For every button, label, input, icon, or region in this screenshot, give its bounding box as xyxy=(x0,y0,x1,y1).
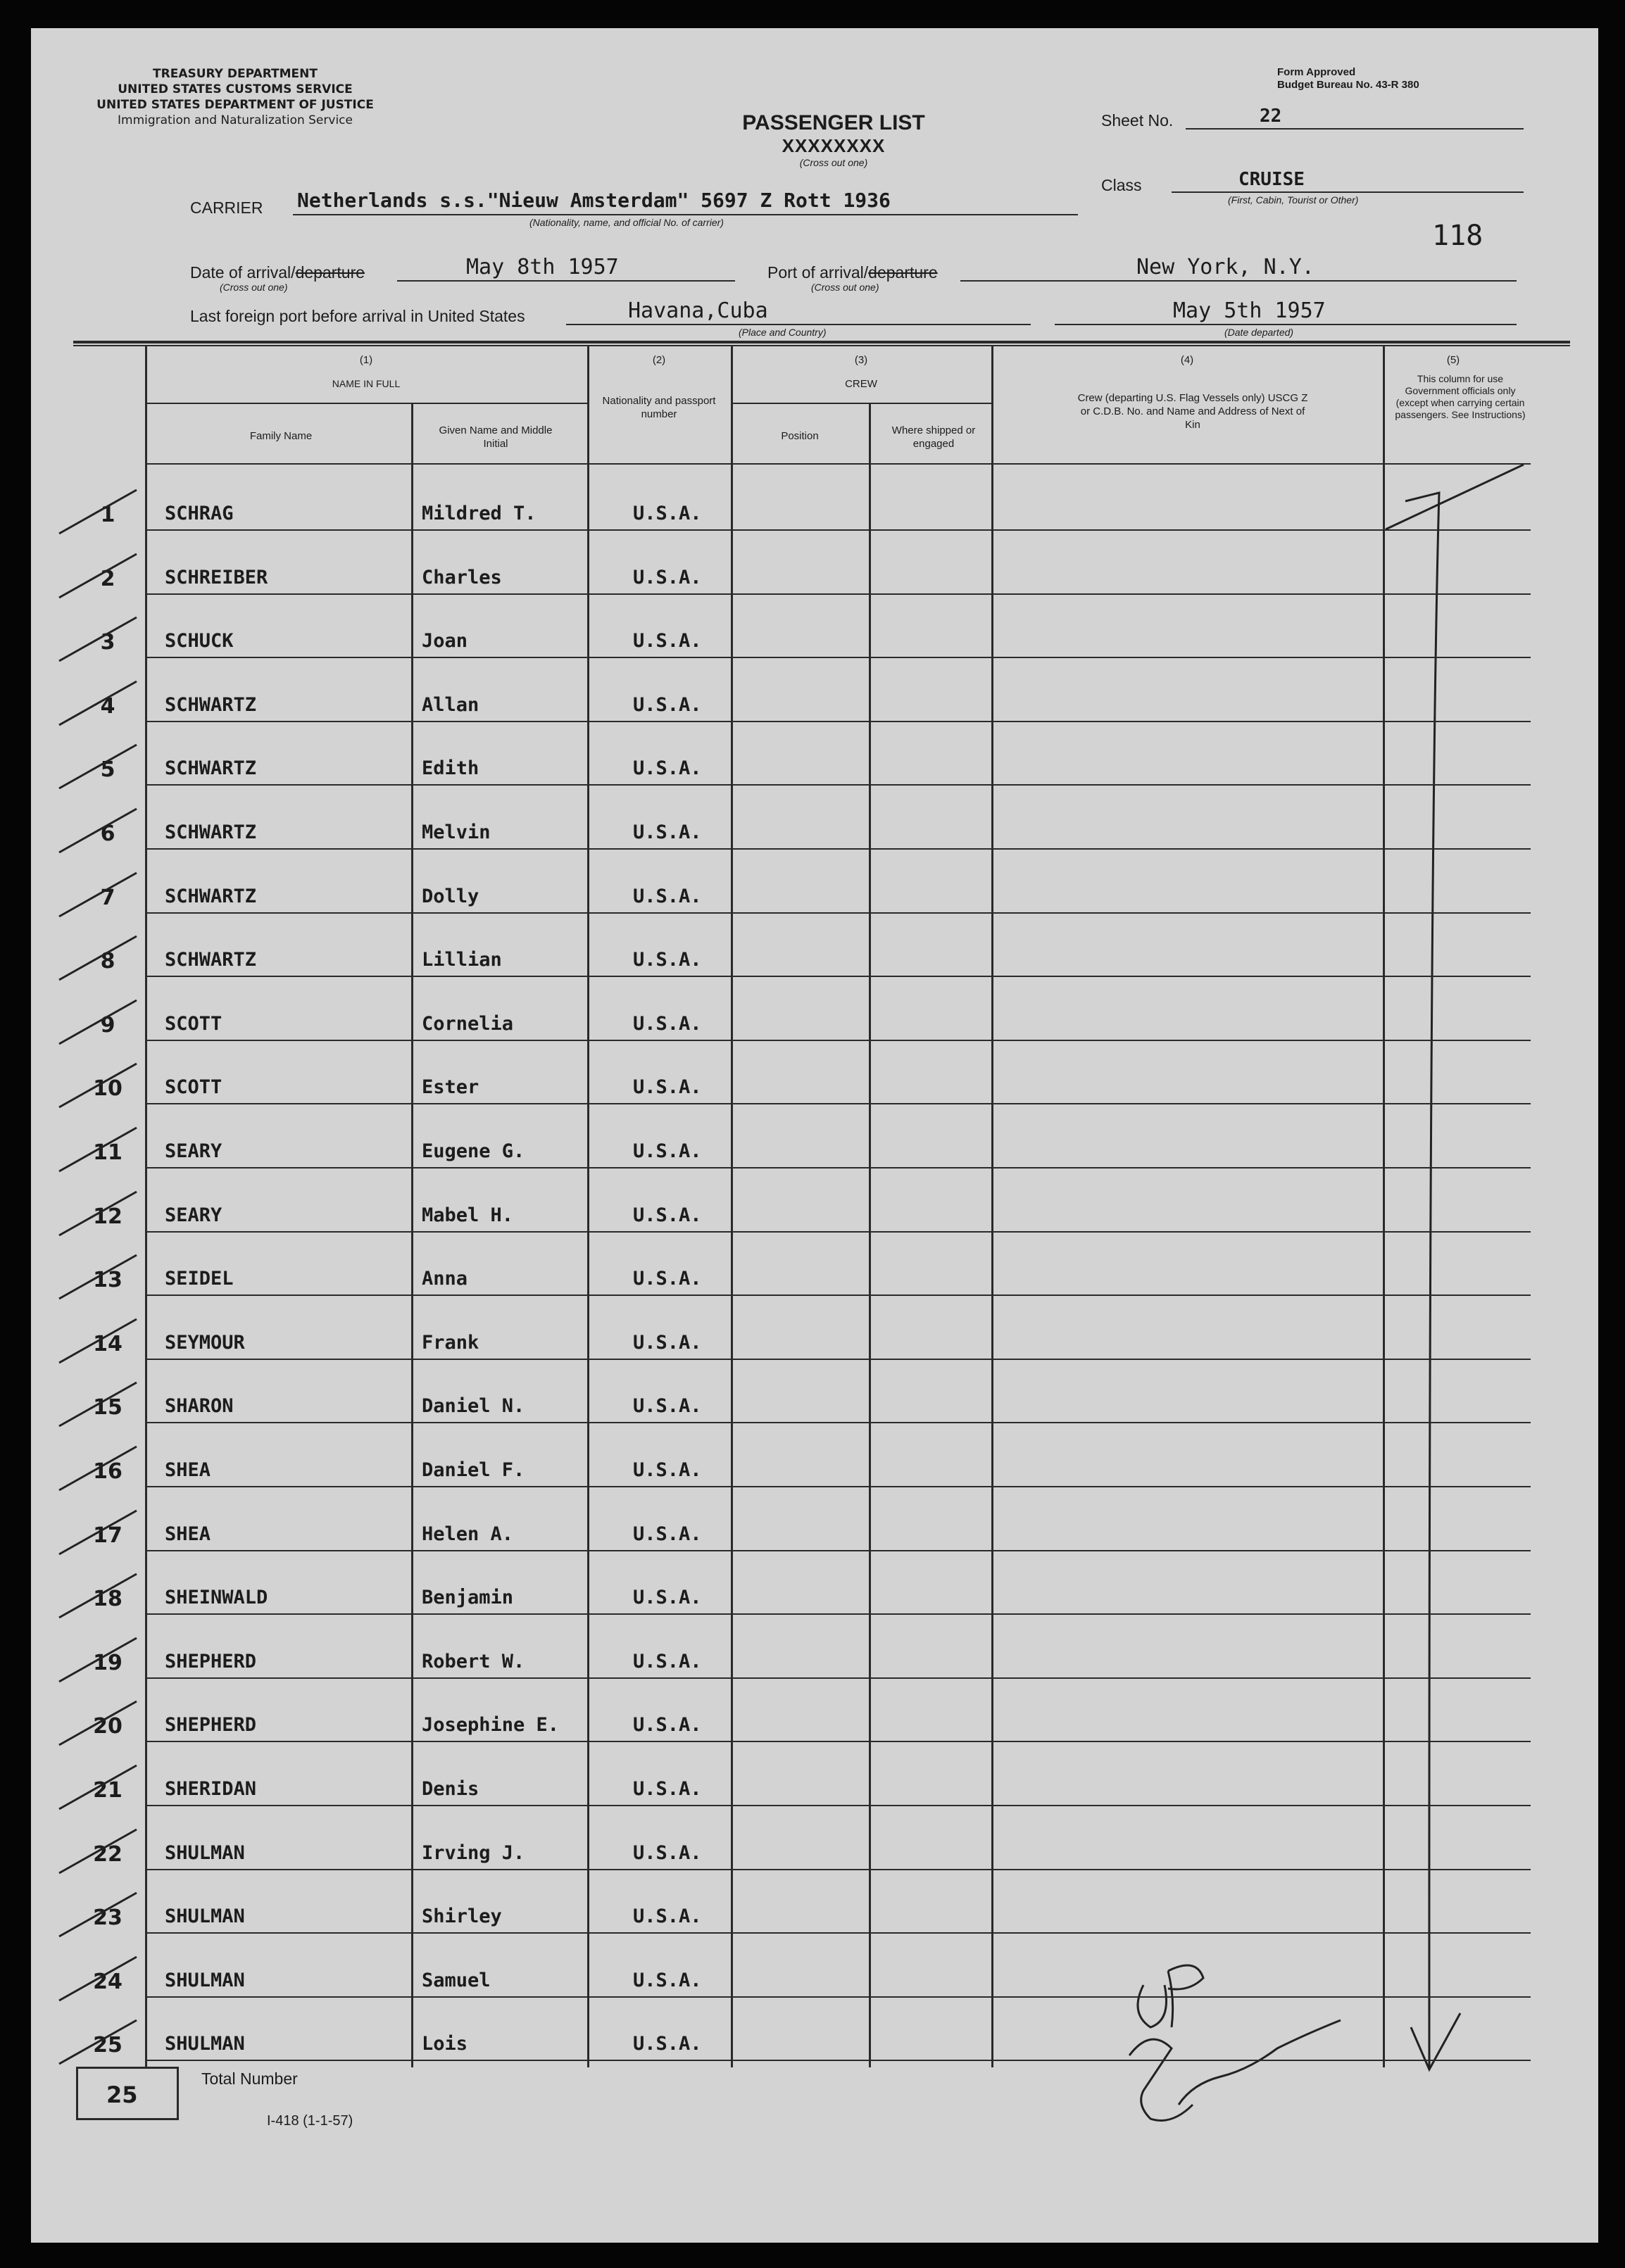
check-mark xyxy=(59,1447,137,1490)
row-rule xyxy=(145,1422,1531,1423)
class-hint: (First, Cabin, Tourist or Other) xyxy=(1228,194,1359,206)
row-number: 11 xyxy=(93,1140,123,1165)
nationality: U.S.A. xyxy=(633,1459,702,1481)
check-mark xyxy=(59,1255,137,1299)
arrival-date: May 8th 1957 xyxy=(466,255,619,279)
agency-line: Immigration and Naturalization Service xyxy=(118,113,353,127)
given-name: Lois xyxy=(422,2033,468,2055)
given-name: Daniel F. xyxy=(422,1459,525,1481)
col-family-name: Family Name xyxy=(249,430,313,442)
row-number: 24 xyxy=(93,1970,123,1994)
check-mark xyxy=(59,1765,137,1809)
row-number: 19 xyxy=(93,1651,123,1675)
row-number: 13 xyxy=(93,1268,123,1292)
passenger-list-page xyxy=(31,28,1598,2243)
last-port-value: Havana,Cuba xyxy=(628,298,768,323)
row-rule xyxy=(145,976,1531,977)
given-name: Denis xyxy=(422,1778,479,1800)
nationality: U.S.A. xyxy=(633,503,702,524)
nationality: U.S.A. xyxy=(633,1332,702,1354)
given-name: Daniel N. xyxy=(422,1395,525,1417)
family-name: SHEA xyxy=(165,1523,211,1545)
nationality: U.S.A. xyxy=(633,630,702,652)
family-name: SHULMAN xyxy=(165,1905,245,1927)
column5-slash xyxy=(1386,465,1524,529)
row-number: 18 xyxy=(93,1587,123,1611)
date-departed-value: May 5th 1957 xyxy=(1173,298,1326,323)
row-rule xyxy=(145,1231,1531,1233)
row-rule xyxy=(145,1613,1531,1615)
check-mark xyxy=(59,1319,137,1363)
row-rule xyxy=(145,1932,1531,1934)
form-number: I-418 (1-1-57) xyxy=(267,2113,353,2129)
nationality: U.S.A. xyxy=(633,1587,702,1608)
given-name: Helen A. xyxy=(422,1523,514,1545)
nationality: U.S.A. xyxy=(633,1714,702,1736)
nationality: U.S.A. xyxy=(633,1140,702,1162)
nationality: U.S.A. xyxy=(633,1204,702,1226)
col3-number: (3) xyxy=(854,354,868,366)
check-mark xyxy=(59,873,137,916)
row-rule xyxy=(145,912,1531,914)
check-mark xyxy=(59,1574,137,1618)
col-crew: CREW xyxy=(845,378,877,390)
row-rule xyxy=(145,1486,1531,1487)
row-rule xyxy=(145,848,1531,850)
nationality: U.S.A. xyxy=(633,757,702,779)
row-number: 15 xyxy=(93,1395,123,1420)
nationality: U.S.A. xyxy=(633,1013,702,1035)
agency-line: UNITED STATES CUSTOMS SERVICE xyxy=(118,82,353,96)
given-name: Melvin xyxy=(422,821,491,843)
row-rule xyxy=(145,1741,1531,1742)
port-label-departure: departure xyxy=(868,263,938,282)
sheet-label: Sheet No. xyxy=(1101,111,1174,130)
nationality: U.S.A. xyxy=(633,1395,702,1417)
check-mark xyxy=(59,681,137,725)
row-rule xyxy=(145,1294,1531,1296)
family-name: SCOTT xyxy=(165,1076,222,1098)
crossed-out-word: XXXXXXXX xyxy=(782,135,886,156)
check-mark xyxy=(59,1829,137,1873)
agency-line: UNITED STATES DEPARTMENT OF JUSTICE xyxy=(96,98,374,112)
col-where-shipped: Where shipped or engaged xyxy=(891,424,976,450)
nationality: U.S.A. xyxy=(633,1778,702,1800)
family-name: SHULMAN xyxy=(165,1842,245,1864)
row-number: 9 xyxy=(100,1013,115,1038)
row-number: 7 xyxy=(100,886,115,910)
check-mark xyxy=(59,1701,137,1745)
nationality: U.S.A. xyxy=(633,821,702,843)
check-mark xyxy=(59,936,137,980)
check-mark xyxy=(59,1893,137,1936)
sheet-number: 22 xyxy=(1260,106,1282,127)
check-mark xyxy=(59,745,137,788)
last-port-hint: (Place and Country) xyxy=(739,327,827,338)
given-name: Irving J. xyxy=(422,1842,525,1864)
class-value: CRUISE xyxy=(1238,169,1305,190)
col-position: Position xyxy=(781,430,819,442)
row-rule xyxy=(145,721,1531,722)
last-port-label: Last foreign port before arrival in United States xyxy=(190,307,525,325)
port-label-arrival: Port of arrival/ xyxy=(767,263,869,282)
given-name: Ester xyxy=(422,1076,479,1098)
given-name: Frank xyxy=(422,1332,479,1354)
date-cross-hint: (Cross out one) xyxy=(220,282,288,293)
row-number: 1 xyxy=(100,503,115,527)
check-mark xyxy=(59,1128,137,1171)
row-number: 16 xyxy=(93,1459,123,1484)
row-number: 6 xyxy=(100,821,115,846)
family-name: SHULMAN xyxy=(165,2033,245,2055)
col1-title: NAME IN FULL xyxy=(332,378,401,389)
arrival-port: New York, N.Y. xyxy=(1136,255,1315,279)
row-rule xyxy=(145,657,1531,658)
given-name: Samuel xyxy=(422,1970,491,1991)
row-number: 5 xyxy=(100,757,115,782)
date-label-departure: departure xyxy=(295,263,365,282)
check-mark xyxy=(59,1957,137,2001)
check-mark xyxy=(59,1382,137,1426)
arrow-head-icon xyxy=(1411,2013,1460,2069)
family-name: SCHWARTZ xyxy=(165,694,257,716)
page-number: 118 xyxy=(1432,220,1483,252)
given-name: Dolly xyxy=(422,886,479,907)
row-number: 2 xyxy=(100,567,115,591)
given-name: Charles xyxy=(422,567,502,588)
given-name: Anna xyxy=(422,1268,468,1290)
family-name: SHEPHERD xyxy=(165,1714,257,1736)
family-name: SEIDEL xyxy=(165,1268,234,1290)
col2-number: (2) xyxy=(652,354,666,366)
given-name: Joan xyxy=(422,630,468,652)
check-mark xyxy=(59,554,137,598)
nationality: U.S.A. xyxy=(633,1076,702,1098)
family-name: SHERIDAN xyxy=(165,1778,257,1800)
date-label-arrival: Date of arrival/ xyxy=(190,263,296,282)
row-number: 22 xyxy=(93,1842,123,1867)
row-rule xyxy=(145,1103,1531,1104)
nationality: U.S.A. xyxy=(633,1651,702,1672)
row-number: 3 xyxy=(100,630,115,655)
row-rule xyxy=(145,1167,1531,1168)
nationality: U.S.A. xyxy=(633,1970,702,1991)
check-marks xyxy=(59,490,137,2064)
check-mark xyxy=(59,809,137,852)
carrier-value: Netherlands s.s."Nieuw Amsterdam" 5697 Z Rott 1936 xyxy=(297,189,891,212)
row-rule xyxy=(145,1677,1531,1679)
row-rule xyxy=(145,1359,1531,1360)
given-name: Robert W. xyxy=(422,1651,525,1672)
nationality: U.S.A. xyxy=(633,2033,702,2055)
family-name: SCHWARTZ xyxy=(165,821,257,843)
row-rule xyxy=(145,1550,1531,1551)
budget-bureau-text: Budget Bureau No. 43-R 380 xyxy=(1277,79,1419,91)
check-mark xyxy=(59,2020,137,2064)
given-name: Josephine E. xyxy=(422,1714,560,1736)
given-name: Mabel H. xyxy=(422,1204,514,1226)
total-value: 25 xyxy=(106,2081,138,2108)
signature-mark xyxy=(1129,1965,1341,2121)
family-name: SCHWARTZ xyxy=(165,949,257,971)
cross-out-hint: (Cross out one) xyxy=(799,157,868,168)
family-name: SHULMAN xyxy=(165,1970,245,1991)
row-rule xyxy=(145,1869,1531,1870)
check-mark xyxy=(59,1000,137,1044)
nationality: U.S.A. xyxy=(633,1842,702,1864)
row-rule xyxy=(145,1805,1531,1806)
class-label: Class xyxy=(1101,176,1142,194)
row-rule xyxy=(145,1040,1531,1041)
nationality: U.S.A. xyxy=(633,567,702,588)
row-number: 10 xyxy=(93,1076,123,1101)
down-arrow-icon xyxy=(1405,493,1439,2069)
row-number: 14 xyxy=(93,1332,123,1356)
carrier-hint: (Nationality, name, and official No. of carrier) xyxy=(529,217,724,228)
col4-number: (4) xyxy=(1180,354,1194,366)
carrier-label: CARRIER xyxy=(190,199,263,217)
check-mark xyxy=(59,490,137,534)
nationality: U.S.A. xyxy=(633,1905,702,1927)
col-crew-flag: Crew (departing U.S. Flag Vessels only) USCG Z or C.D.B. No. and Name and Address of Next of Kin xyxy=(1077,392,1308,431)
col-nationality: Nationality and passport number xyxy=(602,395,716,420)
form-approved-text: Form Approved xyxy=(1277,66,1356,78)
given-name: Shirley xyxy=(422,1905,502,1927)
row-number: 8 xyxy=(100,949,115,974)
nationality: U.S.A. xyxy=(633,1268,702,1290)
given-name: Allan xyxy=(422,694,479,716)
row-rule xyxy=(145,2060,1531,2061)
row-number: 20 xyxy=(93,1714,123,1739)
col5-number: (5) xyxy=(1446,354,1460,366)
family-name: SEARY xyxy=(165,1140,222,1162)
family-name: SHEPHERD xyxy=(165,1651,257,1672)
family-name: SHEA xyxy=(165,1459,211,1481)
family-name: SCHWARTZ xyxy=(165,757,257,779)
family-name: SCHWARTZ xyxy=(165,886,257,907)
date-departed-hint: (Date departed) xyxy=(1224,327,1294,338)
nationality: U.S.A. xyxy=(633,694,702,716)
given-name: Edith xyxy=(422,757,479,779)
check-mark xyxy=(59,1638,137,1682)
row-number: 25 xyxy=(93,2033,123,2058)
row-rule xyxy=(145,529,1531,531)
family-name: SHEINWALD xyxy=(165,1587,268,1608)
total-label: Total Number xyxy=(201,2069,298,2088)
given-name: Mildred T. xyxy=(422,503,537,524)
family-name: SHARON xyxy=(165,1395,234,1417)
agency-line: TREASURY DEPARTMENT xyxy=(153,67,318,81)
family-name: SCHREIBER xyxy=(165,567,268,588)
col-gov-use: This column for use Government officials only (except when carrying certain passengers. See Instructions) xyxy=(1395,373,1526,420)
given-name: Eugene G. xyxy=(422,1140,525,1162)
page-title: PASSENGER LIST xyxy=(742,111,925,134)
family-name: SCOTT xyxy=(165,1013,222,1035)
col1-number: (1) xyxy=(359,354,373,366)
family-name: SEYMOUR xyxy=(165,1332,245,1354)
family-name: SCHRAG xyxy=(165,503,234,524)
port-cross-hint: (Cross out one) xyxy=(811,282,879,293)
row-rule xyxy=(145,1996,1531,1998)
row-rule xyxy=(145,784,1531,786)
col-given-name: Given Name and Middle Initial xyxy=(439,424,553,450)
given-name: Benjamin xyxy=(422,1587,514,1608)
check-mark xyxy=(59,1511,137,1554)
check-mark xyxy=(59,1064,137,1107)
nationality: U.S.A. xyxy=(633,949,702,971)
given-name: Cornelia xyxy=(422,1013,514,1035)
check-mark xyxy=(59,1192,137,1235)
row-number: 23 xyxy=(93,1905,123,1930)
nationality: U.S.A. xyxy=(633,886,702,907)
row-number: 4 xyxy=(100,694,115,719)
row-rule xyxy=(145,593,1531,595)
family-name: SEARY xyxy=(165,1204,222,1226)
nationality: U.S.A. xyxy=(633,1523,702,1545)
row-number: 21 xyxy=(93,1778,123,1803)
row-number: 12 xyxy=(93,1204,123,1229)
family-name: SCHUCK xyxy=(165,630,234,652)
handwritten-marks xyxy=(31,28,1598,2243)
check-mark xyxy=(59,617,137,661)
row-number: 17 xyxy=(93,1523,123,1548)
given-name: Lillian xyxy=(422,949,502,971)
